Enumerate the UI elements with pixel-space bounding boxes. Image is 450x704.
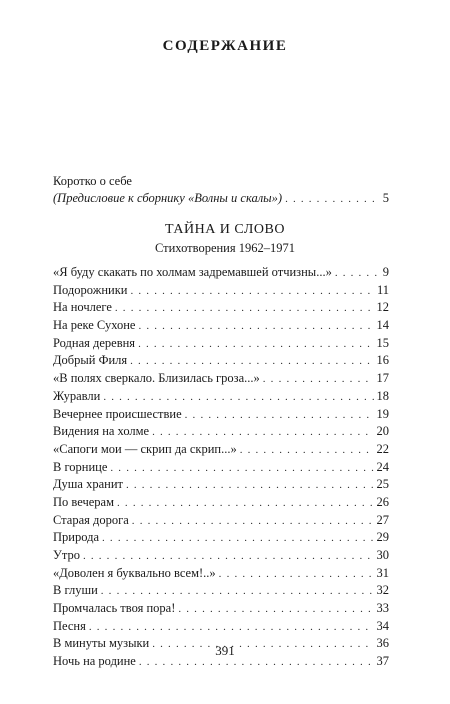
toc-entry (53, 264, 389, 282)
leader-dots (103, 389, 373, 407)
toc-entry-page: 17 (376, 371, 389, 386)
toc-entry-title: Видения на холме (53, 424, 150, 439)
toc-entry-title: Песня (53, 618, 86, 633)
toc-entry (53, 299, 389, 317)
toc-entry-page: 32 (376, 583, 389, 598)
toc-entry-title: Родная деревня (53, 335, 136, 350)
toc-entry-page: 11 (376, 282, 389, 297)
toc-entry-title: «Я буду скакать по холмам задремавшей отчизны...» (53, 265, 332, 279)
toc-entry (53, 388, 389, 406)
leader-dots (83, 548, 374, 566)
toc-entry (53, 335, 389, 353)
toc-entry (53, 352, 389, 370)
toc-entry-page: 12 (376, 300, 389, 315)
intro-page: 5 (382, 191, 389, 205)
toc-entry-title: На реке Сухоне (53, 318, 136, 333)
toc-list (53, 264, 389, 671)
toc-entry-title: По вечерам (53, 494, 115, 509)
leader-dots (131, 283, 374, 301)
toc-entry-page: 30 (376, 548, 389, 562)
toc-entry-page: 24 (376, 459, 389, 474)
leader-dots (178, 601, 373, 619)
toc-entry-page: 25 (376, 477, 389, 492)
toc-entry-page: 29 (376, 530, 389, 545)
intro-subtitle-row (53, 190, 389, 208)
intro-entry (53, 172, 389, 208)
toc-entry-title: В горнице (53, 459, 108, 474)
intro-title: Коротко о себе (53, 174, 132, 188)
toc-entry-title: В глуши (53, 583, 98, 598)
toc-entry-page: 9 (382, 265, 389, 279)
toc-entry-title: Старая дорога (53, 512, 129, 527)
toc-entry-title: На ночлеге (53, 300, 112, 315)
leader-dots (101, 583, 374, 601)
leader-dots (102, 530, 373, 548)
leader-dots (117, 495, 373, 513)
leader-dots (152, 424, 373, 442)
toc-entry (53, 476, 389, 494)
toc-entry (53, 512, 389, 530)
toc-entry (53, 600, 389, 618)
toc-entry-page: 18 (376, 388, 389, 403)
toc-entry (53, 618, 389, 636)
toc-entry-page: 14 (376, 318, 389, 333)
toc-entry-title: В минуты музыки (53, 636, 150, 651)
toc-entry (53, 441, 389, 459)
toc-entry-title: Утро (53, 548, 80, 562)
toc-entry-page: 26 (376, 494, 389, 509)
leader-dots (240, 442, 374, 460)
page-number: 391 (215, 643, 235, 658)
toc-entry-page: 19 (376, 406, 389, 421)
toc-entry-title: Промчалась твоя пора! (53, 601, 176, 616)
toc-entry (53, 423, 389, 441)
toc-entry-title: Душа хранит (53, 477, 123, 492)
leader-dots (126, 477, 374, 495)
toc-entry (53, 370, 389, 388)
toc-entry-page: 27 (376, 512, 389, 527)
toc-entry-title: Ночь на родине (53, 654, 136, 669)
toc-entry (53, 317, 389, 335)
toc-entry (53, 582, 389, 600)
page-title: СОДЕРЖАНИЕ (162, 38, 288, 54)
leader-dots (335, 265, 380, 283)
toc-entry-title: Добрый Филя (53, 353, 128, 368)
toc-entry-page: 16 (376, 353, 389, 368)
toc-entry-title: Природа (53, 530, 100, 545)
toc-entry-page: 22 (376, 441, 389, 456)
toc-entry-title: Подорожники (53, 282, 128, 297)
section-title: ТАЙНА И СЛОВО (165, 222, 285, 237)
toc-entry-page: 36 (376, 636, 389, 651)
toc-entry (53, 282, 389, 300)
leader-dots (263, 371, 374, 389)
leader-dots (110, 460, 373, 478)
toc-entry-title: «Доволен я буквально всем!..» (53, 565, 216, 580)
toc-entry-title: Журавли (53, 388, 101, 403)
leader-dots (185, 407, 374, 425)
toc-entry-page: 34 (376, 618, 389, 633)
leader-dots (115, 300, 374, 318)
leader-dots (219, 566, 374, 584)
toc-entry (53, 547, 389, 565)
section-subtitle: Стихотворения 1962–1971 (154, 241, 295, 255)
intro-subtitle: (Предисловие к сборнику «Волны и скалы») (53, 191, 283, 205)
toc-entry-title: «Сапоги мои — скрип да скрип...» (53, 441, 237, 456)
toc-entry-page: 37 (376, 654, 389, 669)
toc-entry (53, 565, 389, 583)
toc-entry (53, 459, 389, 477)
toc-entry-title: Вечернее происшествие (53, 406, 182, 421)
leader-dots (130, 353, 373, 371)
toc-entry-title: «В полях сверкало. Близилась гроза...» (53, 371, 260, 386)
toc-entry-page: 31 (376, 565, 389, 580)
toc-entry (53, 529, 389, 547)
leader-dots (138, 336, 373, 354)
leader-dots (132, 513, 374, 531)
toc-entry-page: 20 (376, 424, 389, 439)
leader-dots (138, 318, 373, 336)
leader-dots (89, 619, 374, 637)
leader-dots (285, 191, 380, 209)
toc-entry-page: 15 (376, 335, 389, 350)
toc-entry-page: 33 (376, 601, 389, 616)
toc-entry (53, 406, 389, 424)
toc-entry (53, 494, 389, 512)
